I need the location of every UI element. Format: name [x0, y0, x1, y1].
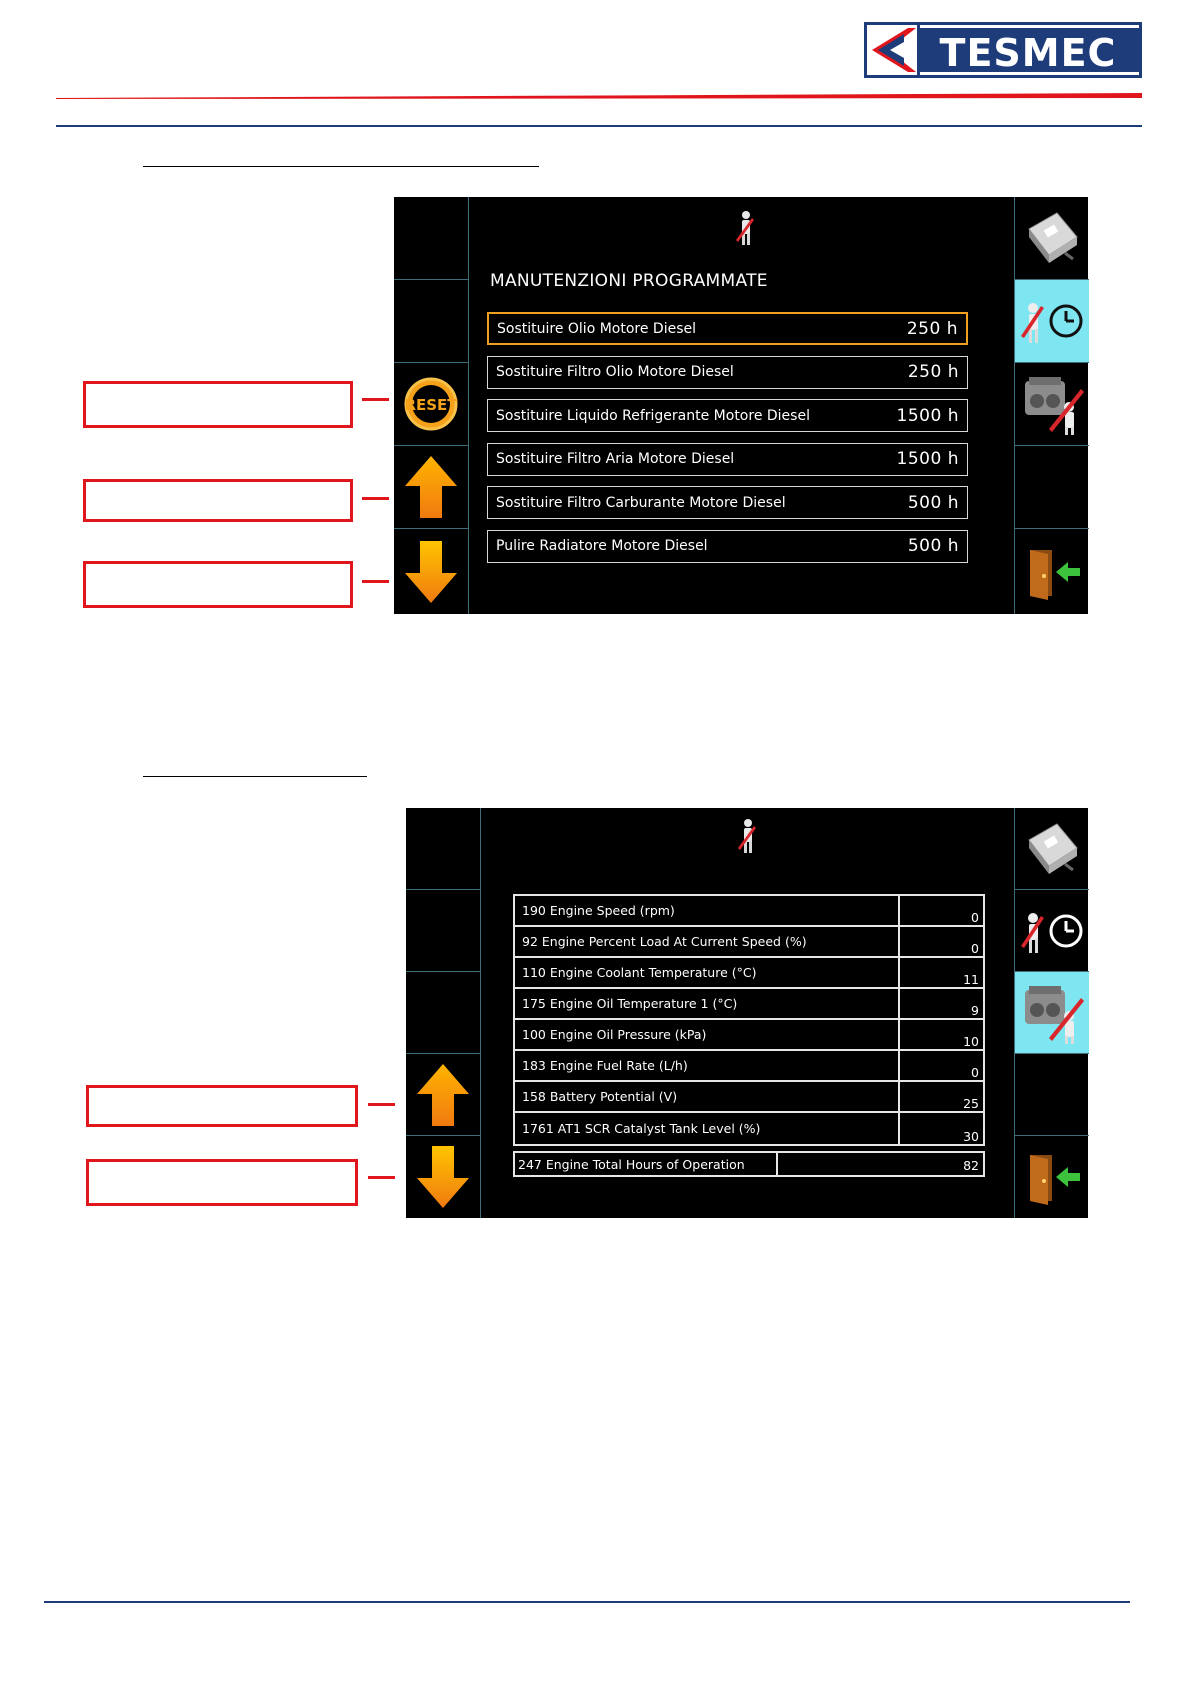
section-title-underline	[143, 776, 367, 777]
maintenance-row-label: Sostituire Filtro Aria Motore Diesel	[496, 451, 735, 467]
svg-text:RESET: RESET	[404, 396, 458, 414]
arrow-up-icon	[403, 454, 459, 520]
parameter-label: 92 Engine Percent Load At Current Speed (%)	[515, 927, 900, 956]
footer-rule	[44, 1601, 1130, 1603]
header-blue-rule	[56, 125, 1142, 127]
maintenance-row-label: Sostituire Filtro Carburante Motore Diesel	[496, 494, 786, 511]
screen-title: MANUTENZIONI PROGRAMMATE	[490, 271, 768, 291]
callout-leader	[362, 497, 389, 500]
empty-slot	[406, 972, 480, 1054]
reset-icon	[402, 375, 460, 433]
parameter-value: 11	[963, 972, 979, 987]
total-hours-row	[513, 1151, 985, 1177]
parameter-row	[515, 1113, 983, 1144]
parameter-label: 175 Engine Oil Temperature 1 (°C)	[515, 989, 900, 1018]
maintenance-row-interval: 250 h	[906, 318, 958, 339]
callout-box	[86, 1159, 358, 1206]
parameter-row	[515, 1082, 983, 1113]
total-hours-label: 247 Engine Total Hours of Operation	[515, 1153, 778, 1175]
callout-box	[86, 1085, 358, 1127]
maintenance-row[interactable]	[487, 312, 968, 345]
maintenance-row-label: Sostituire Olio Motore Diesel	[497, 320, 696, 337]
parameter-label: 110 Engine Coolant Temperature (°C)	[515, 958, 900, 987]
arrow-down-icon	[403, 539, 459, 605]
exit-door-icon	[1022, 1147, 1082, 1207]
parameter-value: 10	[963, 1034, 979, 1049]
maintenance-row-interval: 500 h	[907, 536, 959, 556]
parameter-value: 25	[963, 1096, 979, 1111]
right-tab-column	[1014, 808, 1089, 1218]
exit-button[interactable]	[1015, 529, 1089, 614]
header-red-rule	[56, 84, 1142, 90]
technician-icon	[736, 818, 760, 858]
parameter-label: 158 Battery Potential (V)	[515, 1082, 900, 1111]
right-tab-column	[1014, 197, 1089, 614]
parameter-value: 9	[971, 1003, 979, 1018]
maintenance-row[interactable]	[487, 486, 968, 519]
parameter-label: 190 Engine Speed (rpm)	[515, 896, 900, 925]
maintenance-screen	[394, 197, 1088, 614]
maintenance-clock-icon	[1019, 296, 1085, 346]
tab-engine-service[interactable]	[1015, 363, 1089, 446]
parameter-label: 1761 AT1 SCR Catalyst Tank Level (%)	[515, 1113, 900, 1144]
maintenance-row-label: Sostituire Filtro Olio Motore Diesel	[496, 364, 734, 380]
parameter-value: 30	[963, 1129, 979, 1144]
reset-button[interactable]	[394, 363, 468, 446]
scroll-up-button[interactable]	[406, 1054, 480, 1136]
tab-maintenance[interactable]	[1015, 890, 1089, 972]
maintenance-row-interval: 250 h	[907, 362, 959, 382]
empty-slot	[394, 280, 468, 363]
arrow-up-icon	[415, 1062, 471, 1128]
parameter-row	[515, 958, 983, 989]
tab-ecu[interactable]	[1015, 197, 1089, 280]
maintenance-row-interval: 500 h	[907, 492, 959, 513]
empty-slot	[406, 808, 480, 890]
maintenance-row-interval: 1500 h	[896, 449, 959, 469]
maintenance-row-label: Sostituire Liquido Refrigerante Motore Diesel	[496, 407, 810, 424]
arrow-down-icon	[415, 1144, 471, 1210]
ecu-module-icon	[1021, 818, 1083, 880]
tab-ecu[interactable]	[1015, 808, 1089, 890]
maintenance-row-interval: 1500 h	[896, 405, 959, 426]
parameter-row	[515, 896, 983, 927]
parameter-value: 0	[971, 1065, 979, 1080]
scroll-up-button[interactable]	[394, 446, 468, 529]
tab-maintenance[interactable]	[1015, 280, 1089, 363]
engine-service-icon	[1019, 980, 1085, 1046]
maintenance-row[interactable]	[487, 356, 968, 389]
exit-door-icon	[1022, 542, 1082, 602]
maintenance-row[interactable]	[487, 443, 968, 476]
scroll-down-button[interactable]	[406, 1136, 480, 1218]
maintenance-row-label: Pulire Radiatore Motore Diesel	[496, 538, 708, 554]
maintenance-row[interactable]	[487, 530, 968, 563]
parameter-value: 0	[971, 910, 979, 925]
empty-slot	[406, 890, 480, 972]
section-title-underline	[143, 166, 539, 167]
left-button-column	[406, 808, 481, 1218]
engine-parameters-table	[513, 894, 985, 1146]
parameter-row	[515, 989, 983, 1020]
maintenance-clock-icon	[1019, 906, 1085, 956]
parameter-row	[515, 1020, 983, 1051]
parameter-label: 183 Engine Fuel Rate (L/h)	[515, 1051, 900, 1080]
scroll-down-button[interactable]	[394, 529, 468, 614]
engine-service-icon	[1019, 371, 1085, 437]
left-button-column	[394, 197, 469, 614]
parameter-row	[515, 1051, 983, 1082]
empty-slot	[394, 197, 468, 280]
maintenance-row[interactable]	[487, 399, 968, 432]
total-hours-value: 82	[963, 1158, 979, 1173]
parameter-value: 0	[971, 941, 979, 956]
callout-leader	[368, 1103, 395, 1106]
svg-text:TESMEC: TESMEC	[939, 31, 1117, 75]
callout-leader	[362, 580, 389, 583]
ecu-module-icon	[1021, 207, 1083, 269]
parameter-label: 100 Engine Oil Pressure (kPa)	[515, 1020, 900, 1049]
callout-box	[83, 561, 353, 608]
callout-box	[83, 479, 353, 522]
exit-button[interactable]	[1015, 1136, 1089, 1218]
callout-box	[83, 381, 353, 428]
engine-parameters-screen	[406, 808, 1088, 1218]
callout-leader	[362, 398, 389, 401]
parameter-row	[515, 927, 983, 958]
empty-slot	[1015, 446, 1089, 529]
technician-icon	[734, 210, 758, 250]
tesmec-logo	[864, 22, 1142, 78]
callout-leader	[368, 1176, 395, 1179]
tab-engine-service[interactable]	[1015, 972, 1089, 1054]
empty-slot	[1015, 1054, 1089, 1136]
